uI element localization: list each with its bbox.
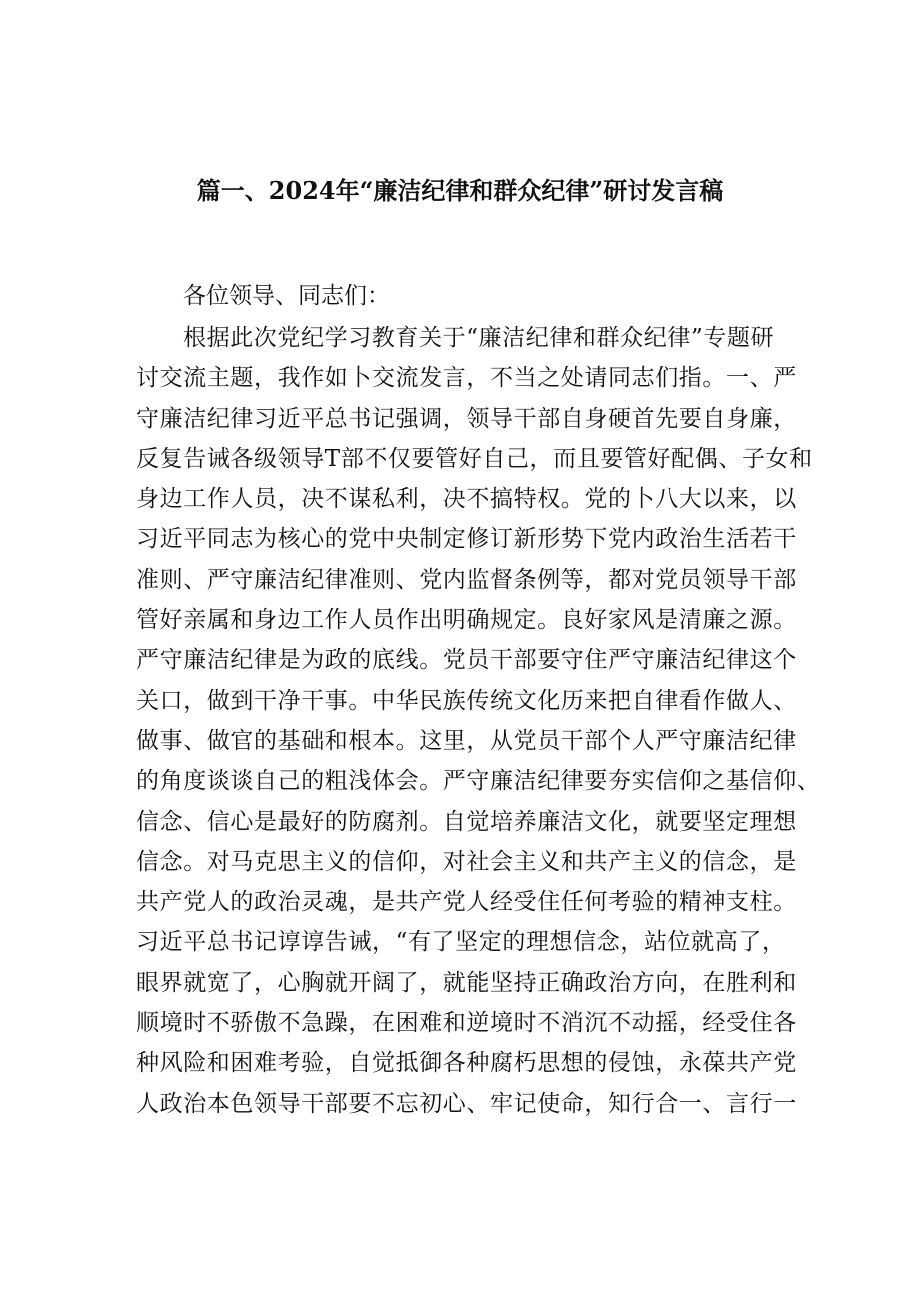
body-line: 做事、做官的基础和根本。这里，从党员干部个人严守廉洁纪律 — [136, 727, 797, 754]
body-line: 讨交流主题，我作如卜交流发言，不当之处请同志们指。一、严 — [136, 365, 797, 392]
body-line: 严守廉洁纪律是为政的底线。党员干部要守住严守廉洁纪律这个 — [136, 647, 797, 674]
body-line: 的角度谈谈自己的粗浅体会。严守廉洁纪律要夯实信仰之基信仰、 — [136, 768, 821, 795]
body-line: 种风险和困难考验，自觉抵御各种腐朽思想的侵蚀，永葆共产党 — [136, 1050, 797, 1077]
body-text — [136, 318, 821, 1124]
document-title: 篇一、2024年“廉洁纪律和群众纪律”研讨发言稿 — [196, 176, 724, 205]
salutation: 各位领导、同志们： — [183, 283, 390, 309]
body-line: 身边工作人员，决不谋私利，决不搞特权。党的卜八大以来，以 — [136, 486, 797, 513]
body-line: 信念、信心是最好的防腐剂。自觉培养廉洁文化，就要坚定理想 — [136, 808, 797, 835]
body-line: 习近平同志为核心的党中央制定修订新形势下党内政治生活若干 — [136, 526, 797, 553]
body-line: 关口，做到干净干事。中华民族传统文化历来把自律看作做人、 — [136, 687, 797, 714]
body-line: 信念。对马克思主义的信仰，对社会主义和共产主义的信念，是 — [136, 848, 797, 875]
body-line: 习近平总书记谆谆告诫，“有了坚定的理想信念，站位就高了， — [136, 929, 786, 956]
body-line: 守廉洁纪律习近平总书记强调，领导干部自身硬首先要自身廉， — [136, 405, 797, 432]
body-line: 顺境时不骄傲不急躁，在困难和逆境时不消沉不动摇，经受住各 — [136, 1010, 797, 1037]
body-line: 共产党人的政治灵魂，是共产党人经受住任何考验的精神支柱。 — [136, 889, 797, 916]
body-line: 管好亲属和身边工作人员作出明确规定。良好家风是清廉之源。 — [136, 607, 797, 634]
body-line: 根据此次党纪学习教育关于“廉洁纪律和群众纪律”专题研 — [183, 325, 775, 351]
body-line: 眼界就宽了，心胸就开阔了，就能坚持正确政治方向，在胜利和 — [136, 969, 797, 996]
body-line: 反复告诫各级领导T部不仅要管好自己，而且要管好配偶、子女和 — [136, 445, 813, 472]
body-line: 准则、严守廉洁纪律准则、党内监督条例等，都对党员领导干部 — [136, 566, 797, 593]
body-line: 人政治本色领导干部要不忘初心、牢记使命，知行合一、言行一 — [136, 1090, 797, 1117]
